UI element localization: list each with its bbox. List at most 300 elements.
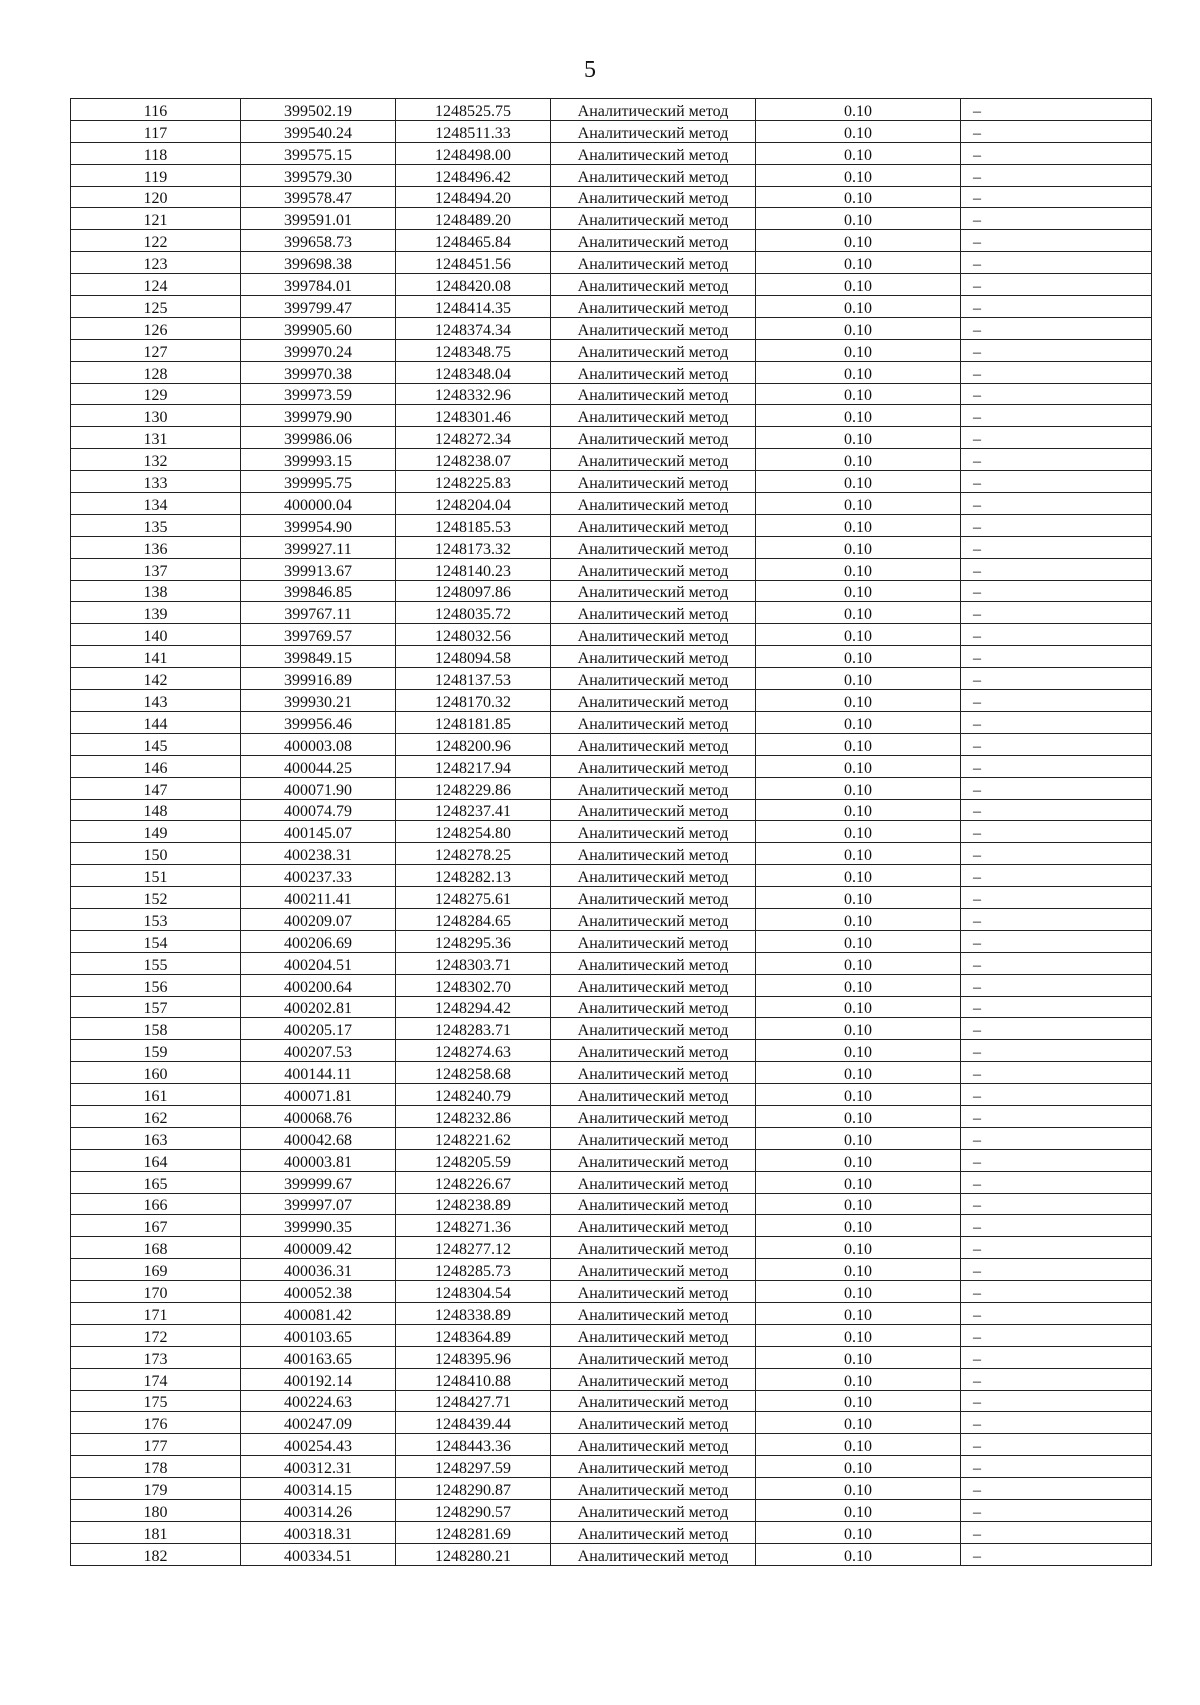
point-number-cell: 141: [71, 646, 241, 668]
y-coordinate-cell: 1248302.70: [396, 974, 551, 996]
note-cell: –: [961, 471, 1152, 493]
y-coordinate-cell: 1248238.89: [396, 1193, 551, 1215]
accuracy-cell: 0.10: [756, 799, 961, 821]
method-cell: Аналитический метод: [551, 1040, 756, 1062]
method-cell: Аналитический метод: [551, 317, 756, 339]
note-cell: –: [961, 1018, 1152, 1040]
point-number-cell: 142: [71, 668, 241, 690]
x-coordinate-cell: 400052.38: [241, 1281, 396, 1303]
table-row: [71, 449, 1152, 471]
x-coordinate-cell: 400224.63: [241, 1390, 396, 1412]
table-row: [71, 646, 1152, 668]
table-row: [71, 668, 1152, 690]
point-number-cell: 121: [71, 208, 241, 230]
accuracy-cell: 0.10: [756, 427, 961, 449]
accuracy-cell: 0.10: [756, 471, 961, 493]
x-coordinate-cell: 400318.31: [241, 1521, 396, 1543]
method-cell: Аналитический метод: [551, 1543, 756, 1565]
table-row: [71, 755, 1152, 777]
method-cell: Аналитический метод: [551, 733, 756, 755]
method-cell: Аналитический метод: [551, 930, 756, 952]
method-cell: Аналитический метод: [551, 1237, 756, 1259]
point-number-cell: 125: [71, 296, 241, 318]
point-number-cell: 175: [71, 1390, 241, 1412]
y-coordinate-cell: 1248035.72: [396, 602, 551, 624]
x-coordinate-cell: 399578.47: [241, 186, 396, 208]
accuracy-cell: 0.10: [756, 1543, 961, 1565]
note-cell: –: [961, 1127, 1152, 1149]
point-number-cell: 148: [71, 799, 241, 821]
point-number-cell: 169: [71, 1259, 241, 1281]
point-number-cell: 168: [71, 1237, 241, 1259]
accuracy-cell: 0.10: [756, 1434, 961, 1456]
y-coordinate-cell: 1248295.36: [396, 930, 551, 952]
note-cell: –: [961, 624, 1152, 646]
accuracy-cell: 0.10: [756, 383, 961, 405]
note-cell: –: [961, 120, 1152, 142]
note-cell: –: [961, 1062, 1152, 1084]
y-coordinate-cell: 1248525.75: [396, 99, 551, 121]
note-cell: –: [961, 252, 1152, 274]
accuracy-cell: 0.10: [756, 361, 961, 383]
point-number-cell: 131: [71, 427, 241, 449]
point-number-cell: 143: [71, 690, 241, 712]
accuracy-cell: 0.10: [756, 1302, 961, 1324]
note-cell: –: [961, 821, 1152, 843]
x-coordinate-cell: 400009.42: [241, 1237, 396, 1259]
y-coordinate-cell: 1248414.35: [396, 296, 551, 318]
table-row: [71, 252, 1152, 274]
x-coordinate-cell: 399769.57: [241, 624, 396, 646]
y-coordinate-cell: 1248137.53: [396, 668, 551, 690]
y-coordinate-cell: 1248332.96: [396, 383, 551, 405]
method-cell: Аналитический метод: [551, 383, 756, 405]
x-coordinate-cell: 399995.75: [241, 471, 396, 493]
point-number-cell: 158: [71, 1018, 241, 1040]
note-cell: –: [961, 164, 1152, 186]
x-coordinate-cell: 399502.19: [241, 99, 396, 121]
x-coordinate-cell: 399540.24: [241, 120, 396, 142]
table-row: [71, 1259, 1152, 1281]
table-row: [71, 799, 1152, 821]
table-row: [71, 821, 1152, 843]
point-number-cell: 156: [71, 974, 241, 996]
method-cell: Аналитический метод: [551, 558, 756, 580]
method-cell: Аналитический метод: [551, 668, 756, 690]
y-coordinate-cell: 1248185.53: [396, 514, 551, 536]
table-row: [71, 142, 1152, 164]
y-coordinate-cell: 1248232.86: [396, 1105, 551, 1127]
method-cell: Аналитический метод: [551, 887, 756, 909]
y-coordinate-cell: 1248170.32: [396, 690, 551, 712]
coordinates-table-body: [71, 99, 1152, 1566]
note-cell: –: [961, 974, 1152, 996]
y-coordinate-cell: 1248277.12: [396, 1237, 551, 1259]
note-cell: –: [961, 1193, 1152, 1215]
method-cell: Аналитический метод: [551, 471, 756, 493]
note-cell: –: [961, 208, 1152, 230]
accuracy-cell: 0.10: [756, 1084, 961, 1106]
x-coordinate-cell: 400254.43: [241, 1434, 396, 1456]
point-number-cell: 182: [71, 1543, 241, 1565]
y-coordinate-cell: 1248258.68: [396, 1062, 551, 1084]
y-coordinate-cell: 1248290.57: [396, 1500, 551, 1522]
note-cell: –: [961, 274, 1152, 296]
method-cell: Аналитический метод: [551, 1149, 756, 1171]
method-cell: Аналитический метод: [551, 843, 756, 865]
y-coordinate-cell: 1248254.80: [396, 821, 551, 843]
point-number-cell: 177: [71, 1434, 241, 1456]
method-cell: Аналитический метод: [551, 646, 756, 668]
note-cell: –: [961, 449, 1152, 471]
accuracy-cell: 0.10: [756, 536, 961, 558]
table-row: [71, 1478, 1152, 1500]
accuracy-cell: 0.10: [756, 843, 961, 865]
point-number-cell: 145: [71, 733, 241, 755]
x-coordinate-cell: 399930.21: [241, 690, 396, 712]
method-cell: Аналитический метод: [551, 208, 756, 230]
method-cell: Аналитический метод: [551, 580, 756, 602]
accuracy-cell: 0.10: [756, 317, 961, 339]
point-number-cell: 165: [71, 1171, 241, 1193]
point-number-cell: 154: [71, 930, 241, 952]
note-cell: –: [961, 602, 1152, 624]
table-row: [71, 996, 1152, 1018]
y-coordinate-cell: 1248229.86: [396, 777, 551, 799]
note-cell: –: [961, 668, 1152, 690]
table-row: [71, 1215, 1152, 1237]
method-cell: Аналитический метод: [551, 1456, 756, 1478]
note-cell: –: [961, 142, 1152, 164]
point-number-cell: 152: [71, 887, 241, 909]
y-coordinate-cell: 1248271.36: [396, 1215, 551, 1237]
note-cell: –: [961, 580, 1152, 602]
point-number-cell: 150: [71, 843, 241, 865]
note-cell: –: [961, 493, 1152, 515]
table-row: [71, 99, 1152, 121]
table-row: [71, 952, 1152, 974]
table-row: [71, 514, 1152, 536]
point-number-cell: 137: [71, 558, 241, 580]
point-number-cell: 132: [71, 449, 241, 471]
method-cell: Аналитический метод: [551, 1259, 756, 1281]
y-coordinate-cell: 1248427.71: [396, 1390, 551, 1412]
table-row: [71, 1521, 1152, 1543]
method-cell: Аналитический метод: [551, 1368, 756, 1390]
method-cell: Аналитический метод: [551, 142, 756, 164]
y-coordinate-cell: 1248465.84: [396, 230, 551, 252]
method-cell: Аналитический метод: [551, 164, 756, 186]
accuracy-cell: 0.10: [756, 1368, 961, 1390]
x-coordinate-cell: 399849.15: [241, 646, 396, 668]
accuracy-cell: 0.10: [756, 405, 961, 427]
table-row: [71, 580, 1152, 602]
point-number-cell: 162: [71, 1105, 241, 1127]
y-coordinate-cell: 1248278.25: [396, 843, 551, 865]
accuracy-cell: 0.10: [756, 514, 961, 536]
table-row: [71, 208, 1152, 230]
x-coordinate-cell: 399913.67: [241, 558, 396, 580]
y-coordinate-cell: 1248274.63: [396, 1040, 551, 1062]
method-cell: Аналитический метод: [551, 230, 756, 252]
accuracy-cell: 0.10: [756, 952, 961, 974]
point-number-cell: 133: [71, 471, 241, 493]
accuracy-cell: 0.10: [756, 1324, 961, 1346]
method-cell: Аналитический метод: [551, 821, 756, 843]
x-coordinate-cell: 399905.60: [241, 317, 396, 339]
x-coordinate-cell: 400144.11: [241, 1062, 396, 1084]
x-coordinate-cell: 400145.07: [241, 821, 396, 843]
table-row: [71, 1368, 1152, 1390]
x-coordinate-cell: 399970.24: [241, 339, 396, 361]
table-row: [71, 186, 1152, 208]
point-number-cell: 178: [71, 1456, 241, 1478]
note-cell: –: [961, 1478, 1152, 1500]
method-cell: Аналитический метод: [551, 449, 756, 471]
accuracy-cell: 0.10: [756, 252, 961, 274]
method-cell: Аналитический метод: [551, 339, 756, 361]
method-cell: Аналитический метод: [551, 1127, 756, 1149]
point-number-cell: 123: [71, 252, 241, 274]
point-number-cell: 149: [71, 821, 241, 843]
table-row: [71, 1105, 1152, 1127]
note-cell: –: [961, 777, 1152, 799]
y-coordinate-cell: 1248498.00: [396, 142, 551, 164]
note-cell: –: [961, 930, 1152, 952]
table-row: [71, 1302, 1152, 1324]
note-cell: –: [961, 514, 1152, 536]
table-row: [71, 405, 1152, 427]
y-coordinate-cell: 1248097.86: [396, 580, 551, 602]
table-row: [71, 602, 1152, 624]
accuracy-cell: 0.10: [756, 996, 961, 1018]
point-number-cell: 140: [71, 624, 241, 646]
point-number-cell: 161: [71, 1084, 241, 1106]
y-coordinate-cell: 1248282.13: [396, 865, 551, 887]
note-cell: –: [961, 1281, 1152, 1303]
x-coordinate-cell: 399993.15: [241, 449, 396, 471]
point-number-cell: 127: [71, 339, 241, 361]
method-cell: Аналитический метод: [551, 405, 756, 427]
x-coordinate-cell: 399970.38: [241, 361, 396, 383]
note-cell: –: [961, 1084, 1152, 1106]
point-number-cell: 122: [71, 230, 241, 252]
accuracy-cell: 0.10: [756, 887, 961, 909]
note-cell: –: [961, 1543, 1152, 1565]
point-number-cell: 116: [71, 99, 241, 121]
table-row: [71, 1324, 1152, 1346]
point-number-cell: 119: [71, 164, 241, 186]
point-number-cell: 120: [71, 186, 241, 208]
note-cell: –: [961, 843, 1152, 865]
accuracy-cell: 0.10: [756, 974, 961, 996]
point-number-cell: 174: [71, 1368, 241, 1390]
y-coordinate-cell: 1248094.58: [396, 646, 551, 668]
y-coordinate-cell: 1248221.62: [396, 1127, 551, 1149]
accuracy-cell: 0.10: [756, 1127, 961, 1149]
point-number-cell: 139: [71, 602, 241, 624]
note-cell: –: [961, 1412, 1152, 1434]
accuracy-cell: 0.10: [756, 449, 961, 471]
method-cell: Аналитический метод: [551, 1478, 756, 1500]
accuracy-cell: 0.10: [756, 930, 961, 952]
method-cell: Аналитический метод: [551, 120, 756, 142]
accuracy-cell: 0.10: [756, 1346, 961, 1368]
page-number: 5: [584, 57, 596, 83]
method-cell: Аналитический метод: [551, 493, 756, 515]
method-cell: Аналитический метод: [551, 952, 756, 974]
table-row: [71, 471, 1152, 493]
method-cell: Аналитический метод: [551, 1324, 756, 1346]
accuracy-cell: 0.10: [756, 865, 961, 887]
x-coordinate-cell: 400206.69: [241, 930, 396, 952]
accuracy-cell: 0.10: [756, 668, 961, 690]
method-cell: Аналитический метод: [551, 1171, 756, 1193]
y-coordinate-cell: 1248439.44: [396, 1412, 551, 1434]
x-coordinate-cell: 399990.35: [241, 1215, 396, 1237]
method-cell: Аналитический метод: [551, 602, 756, 624]
point-number-cell: 126: [71, 317, 241, 339]
y-coordinate-cell: 1248489.20: [396, 208, 551, 230]
note-cell: –: [961, 1346, 1152, 1368]
y-coordinate-cell: 1248420.08: [396, 274, 551, 296]
y-coordinate-cell: 1248451.56: [396, 252, 551, 274]
point-number-cell: 128: [71, 361, 241, 383]
x-coordinate-cell: 400071.90: [241, 777, 396, 799]
table-row: [71, 711, 1152, 733]
y-coordinate-cell: 1248283.71: [396, 1018, 551, 1040]
accuracy-cell: 0.10: [756, 274, 961, 296]
table-row: [71, 733, 1152, 755]
x-coordinate-cell: 400205.17: [241, 1018, 396, 1040]
accuracy-cell: 0.10: [756, 1171, 961, 1193]
y-coordinate-cell: 1248301.46: [396, 405, 551, 427]
y-coordinate-cell: 1248303.71: [396, 952, 551, 974]
point-number-cell: 181: [71, 1521, 241, 1543]
point-number-cell: 153: [71, 908, 241, 930]
note-cell: –: [961, 296, 1152, 318]
table-row: [71, 230, 1152, 252]
method-cell: Аналитический метод: [551, 99, 756, 121]
x-coordinate-cell: 399579.30: [241, 164, 396, 186]
note-cell: –: [961, 1302, 1152, 1324]
note-cell: –: [961, 186, 1152, 208]
note-cell: –: [961, 1368, 1152, 1390]
table-row: [71, 1434, 1152, 1456]
note-cell: –: [961, 1456, 1152, 1478]
note-cell: –: [961, 536, 1152, 558]
accuracy-cell: 0.10: [756, 558, 961, 580]
table-row: [71, 865, 1152, 887]
x-coordinate-cell: 400192.14: [241, 1368, 396, 1390]
x-coordinate-cell: 400044.25: [241, 755, 396, 777]
point-number-cell: 170: [71, 1281, 241, 1303]
method-cell: Аналитический метод: [551, 1084, 756, 1106]
accuracy-cell: 0.10: [756, 1456, 961, 1478]
table-row: [71, 558, 1152, 580]
y-coordinate-cell: 1248494.20: [396, 186, 551, 208]
accuracy-cell: 0.10: [756, 1040, 961, 1062]
accuracy-cell: 0.10: [756, 164, 961, 186]
table-row: [71, 1018, 1152, 1040]
x-coordinate-cell: 399591.01: [241, 208, 396, 230]
table-row: [71, 383, 1152, 405]
method-cell: Аналитический метод: [551, 252, 756, 274]
point-number-cell: 155: [71, 952, 241, 974]
table-row: [71, 339, 1152, 361]
x-coordinate-cell: 400312.31: [241, 1456, 396, 1478]
x-coordinate-cell: 400314.15: [241, 1478, 396, 1500]
note-cell: –: [961, 383, 1152, 405]
x-coordinate-cell: 400207.53: [241, 1040, 396, 1062]
y-coordinate-cell: 1248374.34: [396, 317, 551, 339]
accuracy-cell: 0.10: [756, 493, 961, 515]
accuracy-cell: 0.10: [756, 602, 961, 624]
note-cell: –: [961, 99, 1152, 121]
accuracy-cell: 0.10: [756, 99, 961, 121]
point-number-cell: 146: [71, 755, 241, 777]
point-number-cell: 135: [71, 514, 241, 536]
method-cell: Аналитический метод: [551, 186, 756, 208]
y-coordinate-cell: 1248511.33: [396, 120, 551, 142]
table-row: [71, 1149, 1152, 1171]
x-coordinate-cell: 400068.76: [241, 1105, 396, 1127]
table-row: [71, 1193, 1152, 1215]
y-coordinate-cell: 1248238.07: [396, 449, 551, 471]
x-coordinate-cell: 400000.04: [241, 493, 396, 515]
accuracy-cell: 0.10: [756, 1215, 961, 1237]
note-cell: –: [961, 1040, 1152, 1062]
note-cell: –: [961, 1171, 1152, 1193]
accuracy-cell: 0.10: [756, 908, 961, 930]
coordinates-table: [70, 98, 1152, 1566]
note-cell: –: [961, 755, 1152, 777]
accuracy-cell: 0.10: [756, 821, 961, 843]
point-number-cell: 180: [71, 1500, 241, 1522]
y-coordinate-cell: 1248395.96: [396, 1346, 551, 1368]
accuracy-cell: 0.10: [756, 142, 961, 164]
accuracy-cell: 0.10: [756, 1412, 961, 1434]
accuracy-cell: 0.10: [756, 339, 961, 361]
point-number-cell: 130: [71, 405, 241, 427]
method-cell: Аналитический метод: [551, 1521, 756, 1543]
note-cell: –: [961, 690, 1152, 712]
y-coordinate-cell: 1248272.34: [396, 427, 551, 449]
y-coordinate-cell: 1248410.88: [396, 1368, 551, 1390]
point-number-cell: 157: [71, 996, 241, 1018]
note-cell: –: [961, 908, 1152, 930]
note-cell: –: [961, 1237, 1152, 1259]
table-row: [71, 1500, 1152, 1522]
table-row: [71, 120, 1152, 142]
y-coordinate-cell: 1248496.42: [396, 164, 551, 186]
y-coordinate-cell: 1248226.67: [396, 1171, 551, 1193]
x-coordinate-cell: 400200.64: [241, 974, 396, 996]
point-number-cell: 163: [71, 1127, 241, 1149]
method-cell: Аналитический метод: [551, 514, 756, 536]
note-cell: –: [961, 405, 1152, 427]
table-row: [71, 624, 1152, 646]
table-row: [71, 1412, 1152, 1434]
y-coordinate-cell: 1248364.89: [396, 1324, 551, 1346]
y-coordinate-cell: 1248204.04: [396, 493, 551, 515]
table-row: [71, 1543, 1152, 1565]
x-coordinate-cell: 400204.51: [241, 952, 396, 974]
accuracy-cell: 0.10: [756, 733, 961, 755]
accuracy-cell: 0.10: [756, 690, 961, 712]
table-row: [71, 930, 1152, 952]
x-coordinate-cell: 400003.81: [241, 1149, 396, 1171]
